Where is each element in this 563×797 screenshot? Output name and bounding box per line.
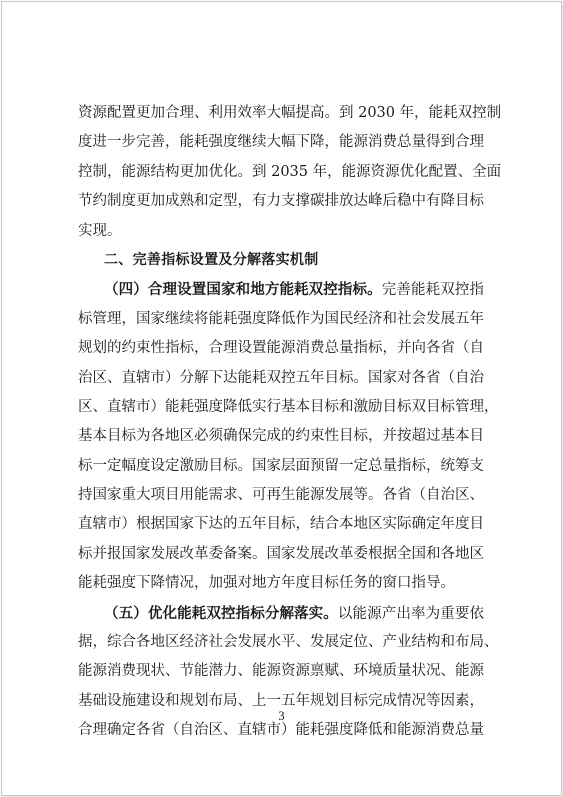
paragraph-4-line: 标一定幅度设定激励目标。国家层面预留一定总量指标，统筹支 bbox=[78, 457, 484, 474]
paragraph-4-first-text: 完善能耗双控指 bbox=[381, 282, 485, 299]
paragraph-5-first-text: 以能源产出率为重要依 bbox=[337, 605, 485, 622]
text-line-1: 资源配置更加合理、利用效率大幅提高。到 2030 年，能耗双控制 bbox=[78, 105, 502, 121]
paragraph-4-line: 能耗强度下降情况，加强对地方年度目标任务的窗口指导。 bbox=[78, 575, 455, 592]
paragraph-5-line: 能源消费现状、节能潜力、能源资源禀赋、环境质量状况、能源 bbox=[78, 663, 484, 680]
document-body bbox=[78, 99, 502, 746]
paragraph-4-first-line bbox=[78, 275, 484, 304]
paragraph-4-line: 治区、直辖市）分解下达能耗双控五年目标。国家对各省（自治 bbox=[78, 369, 484, 386]
text-line-3: 控制，能源结构更加优化。到 2035 年，能源资源优化配置、全面 bbox=[78, 163, 502, 180]
paragraph-4-line: 区、直辖市）能耗强度降低实行基本目标和激励目标双目标管理， bbox=[78, 398, 499, 415]
paragraph-4-line: 持国家重大项目用能需求、可再生能源发展等。各省（自治区、 bbox=[78, 487, 484, 504]
paragraph-4-line: 直辖市）根据国家下达的五年目标，结合本地区实际确定年度目 bbox=[78, 516, 484, 533]
paragraph-5-first-line bbox=[78, 599, 484, 628]
paragraph-4-line: 基本目标为各地区必须确保完成的约束性目标，并按超过基本目 bbox=[78, 428, 484, 445]
paragraph-5-line: 据，综合各地区经济社会发展水平、发展定位、产业结构和布局、 bbox=[78, 634, 499, 651]
paragraph-5-heading: （五）优化能耗双控指标分解落实。 bbox=[104, 604, 338, 622]
paragraph-5-line: 合理确定各省（自治区、直辖市）能耗强度降低和能源消费总量 bbox=[78, 722, 484, 739]
paragraph-5-line: 基础设施建设和规划布局、上一五年规划目标完成情况等因素， bbox=[78, 692, 484, 709]
paragraph-4-line: 标管理，国家继续将能耗强度降低作为国民经济和社会发展五年 bbox=[78, 310, 484, 327]
paragraph-4-heading: （四）合理设置国家和地方能耗双控指标。 bbox=[104, 281, 382, 299]
text-line-2: 度进一步完善，能耗强度继续大幅下降，能源消费总量得到合理 bbox=[78, 134, 484, 151]
text-line-4: 节约制度更加成熟和定型，有力支撑碳排放达峰后稳中有降目标 bbox=[78, 193, 484, 210]
paragraph-4-line: 规划的约束性指标，合理设置能源消费总量指标，并向各省（自 bbox=[78, 340, 484, 357]
section-heading: 二、完善指标设置及分解落实机制 bbox=[104, 251, 319, 268]
text-line-5: 实现。 bbox=[78, 222, 122, 239]
page-number: 3 bbox=[278, 709, 285, 723]
paragraph-4-line: 标并报国家发展改革委备案。国家发展改革委根据全国和各地区 bbox=[78, 545, 484, 562]
